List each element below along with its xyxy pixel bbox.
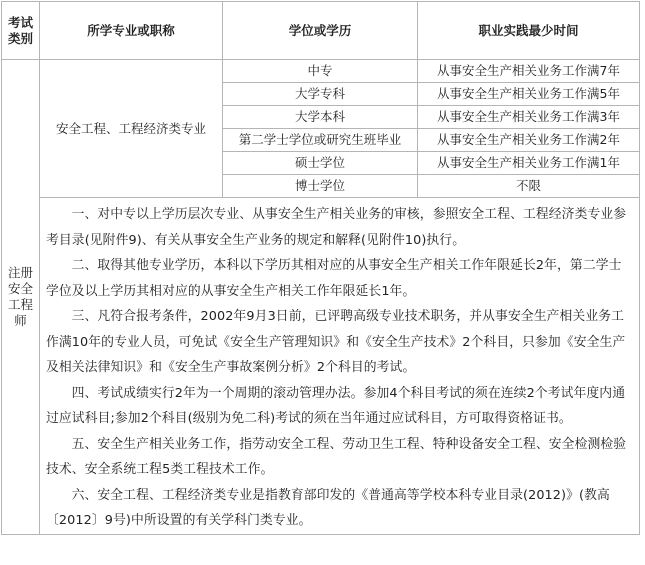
table-row (2, 60, 640, 83)
notes-cell (40, 198, 640, 535)
experience-cell: 从事安全生产相关业务工作满3年 (418, 106, 640, 129)
header-major: 所学专业或职称 (40, 2, 223, 60)
experience-cell: 不限 (418, 175, 640, 198)
note-paragraph: 三、凡符合报考条件，2002年9月3日前，已评聘高级专业技术职务，并从事安全生产相关业务工作满10年的专业人员，可免试《安全生产管理知识》和《安全生产技术》2个科目，只参加《安全生产及相关法律知识》和《安全生产事故案例分析》2个科目的考试。 (46, 309, 626, 375)
note-paragraph: 二、取得其他专业学历，本科以下学历其相对应的从事安全生产相关工作年限延长2年，第二学士学位及以上学历其相对应的从事安全生产相关工作年限延长1年。 (46, 258, 622, 299)
category-cell: 注册安全工程师 (2, 60, 40, 535)
experience-cell: 从事安全生产相关业务工作满5年 (418, 83, 640, 106)
degree-cell: 硕士学位 (223, 152, 418, 175)
requirements-table (1, 1, 640, 535)
experience-cell: 从事安全生产相关业务工作满7年 (418, 60, 640, 83)
header-category: 考试类别 (2, 2, 40, 60)
degree-cell: 大学本科 (223, 106, 418, 129)
note-paragraph: 六、安全工程、工程经济类专业是指教育部印发的《普通高等学校本科专业目录(2012)》(教高〔2012〕9号)中所设置的有关学科门类专业。 (46, 487, 610, 528)
header-degree: 学位或学历 (223, 2, 418, 60)
degree-cell: 博士学位 (223, 175, 418, 198)
experience-cell: 从事安全生产相关业务工作满1年 (418, 152, 640, 175)
header-experience: 职业实践最少时间 (418, 2, 640, 60)
notes-row (2, 198, 640, 535)
header-row (2, 2, 640, 60)
experience-cell: 从事安全生产相关业务工作满2年 (418, 129, 640, 152)
note-paragraph: 四、考试成绩实行2年为一个周期的滚动管理办法。参加4个科目考试的须在连续2个考试年度内通过应试科目;参加2个科目(级别为免二科)考试的须在当年通过应试科目，方可取得资格证书。 (46, 385, 626, 426)
degree-cell: 第二学士学位或研究生班毕业 (223, 129, 418, 152)
major-cell: 安全工程、工程经济类专业 (40, 60, 223, 198)
note-paragraph: 一、对中专以上学历层次专业、从事安全生产相关业务的审核，参照安全工程、工程经济类专业参考目录(见附件9)、有关从事安全生产业务的规定和解释(见附件10)执行。 (46, 207, 627, 248)
note-paragraph: 五、安全生产相关业务工作，指劳动安全工程、劳动卫生工程、特种设备安全工程、安全检测检验技术、安全系统工程5类工程技术工作。 (46, 436, 627, 477)
degree-cell: 中专 (223, 60, 418, 83)
degree-cell: 大学专科 (223, 83, 418, 106)
